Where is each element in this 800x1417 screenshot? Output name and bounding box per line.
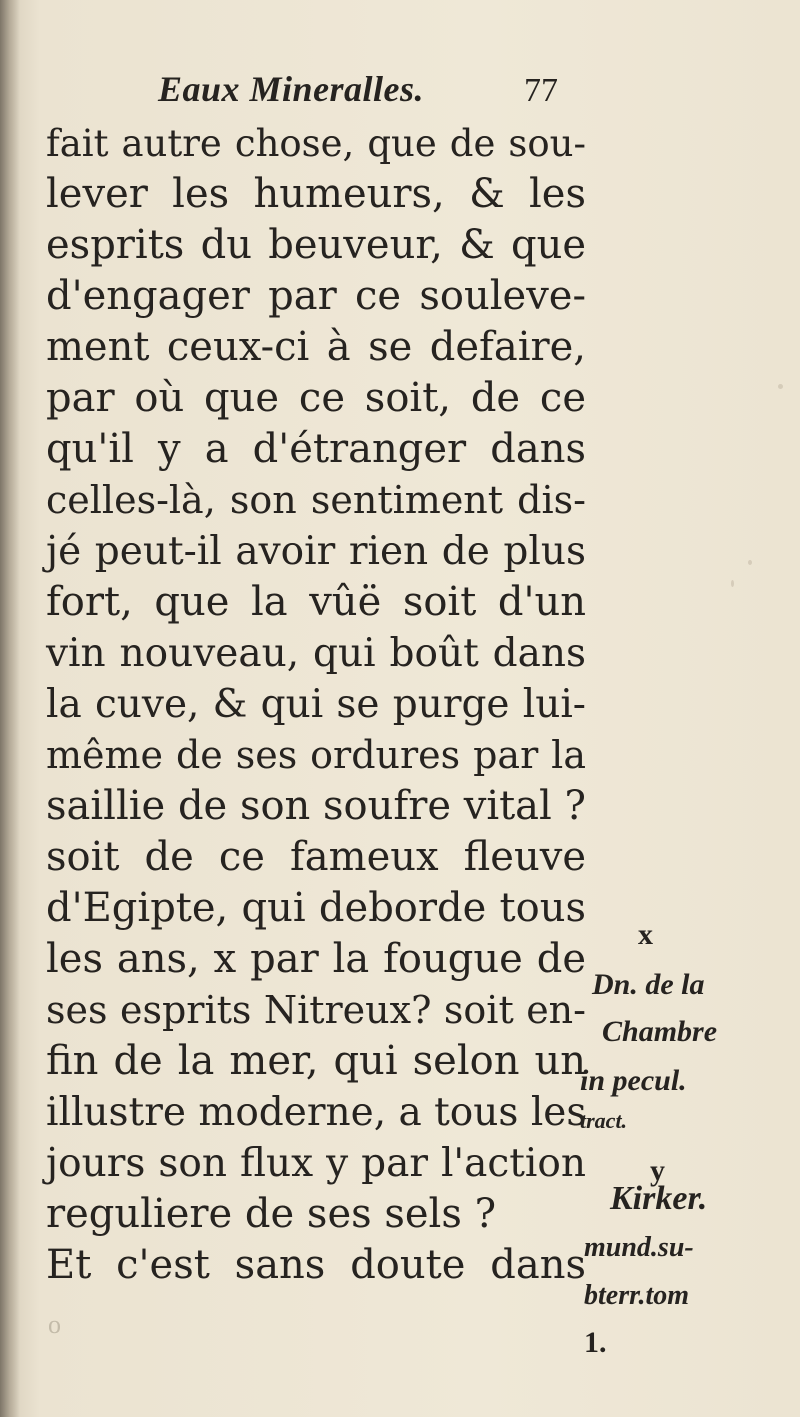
body-text (46, 118, 586, 1291)
text-line: les ans, x par la fougue de (46, 936, 586, 982)
page-number: 77 (524, 72, 558, 109)
margin-note-marker-y: y (650, 1154, 665, 1187)
margin-note-line: Chambre (602, 1015, 718, 1048)
paper-speck (778, 384, 783, 389)
text-line: d'Egipte, qui deborde tous (46, 885, 586, 931)
running-title: Eaux Mineralles. (158, 69, 425, 109)
footer-mark: o (48, 1310, 61, 1339)
text-line: jé peut-il avoir rien de plus (46, 529, 586, 574)
text-line: fait autre chose, que de sou- (46, 122, 586, 165)
text-line: fort, que la vûë soit d'un (46, 579, 586, 625)
page-gutter-shadow (0, 0, 20, 1417)
text-line: soit de ce fameux fleuve (46, 834, 586, 880)
text-line: d'engager par ce souleve- (46, 273, 586, 319)
margin-note-line: Kirker. (610, 1180, 708, 1217)
running-header (150, 68, 600, 118)
text-line: la cuve, & qui se purge lui- (46, 682, 586, 727)
text-line: par où que ce soit, de ce (46, 375, 586, 421)
text-line: reguliere de ses sels ? (46, 1191, 497, 1237)
text-line: esprits du beuveur, & que (46, 222, 586, 268)
margin-note-line: bterr.tom (584, 1280, 690, 1311)
text-line: ses esprits Nitreux? soit en- (46, 988, 586, 1032)
paper-speck (731, 580, 734, 587)
margin-note-line: mund.su- (584, 1232, 694, 1263)
text-line: vin nouveau, qui boût dans (46, 631, 586, 676)
margin-note-marker-x: x (638, 918, 653, 951)
text-line: lever les humeurs, & les (46, 171, 586, 217)
margin-note-line: 1. (584, 1326, 607, 1359)
text-line: fin de la mer, qui selon un (46, 1038, 586, 1084)
text-line: jours son flux y par l'action (46, 1141, 586, 1186)
text-line: celles-là, son sentiment dis- (46, 478, 586, 522)
text-line: saillie de son soufre vital ? (46, 783, 586, 829)
text-line: ment ceux-ci à se defaire, (46, 324, 586, 370)
text-line: qu'il y a d'étranger dans (46, 426, 586, 472)
margin-note-line: tract. (580, 1108, 628, 1133)
paper-speck (748, 560, 752, 565)
text-line: même de ses ordures par la (46, 733, 586, 777)
margin-note-line: in pecul. (580, 1064, 687, 1097)
margin-note-line: Dn. de la (592, 968, 705, 1001)
text-line: illustre moderne, a tous les (46, 1090, 587, 1135)
text-line: Et c'est sans doute dans (46, 1242, 586, 1288)
